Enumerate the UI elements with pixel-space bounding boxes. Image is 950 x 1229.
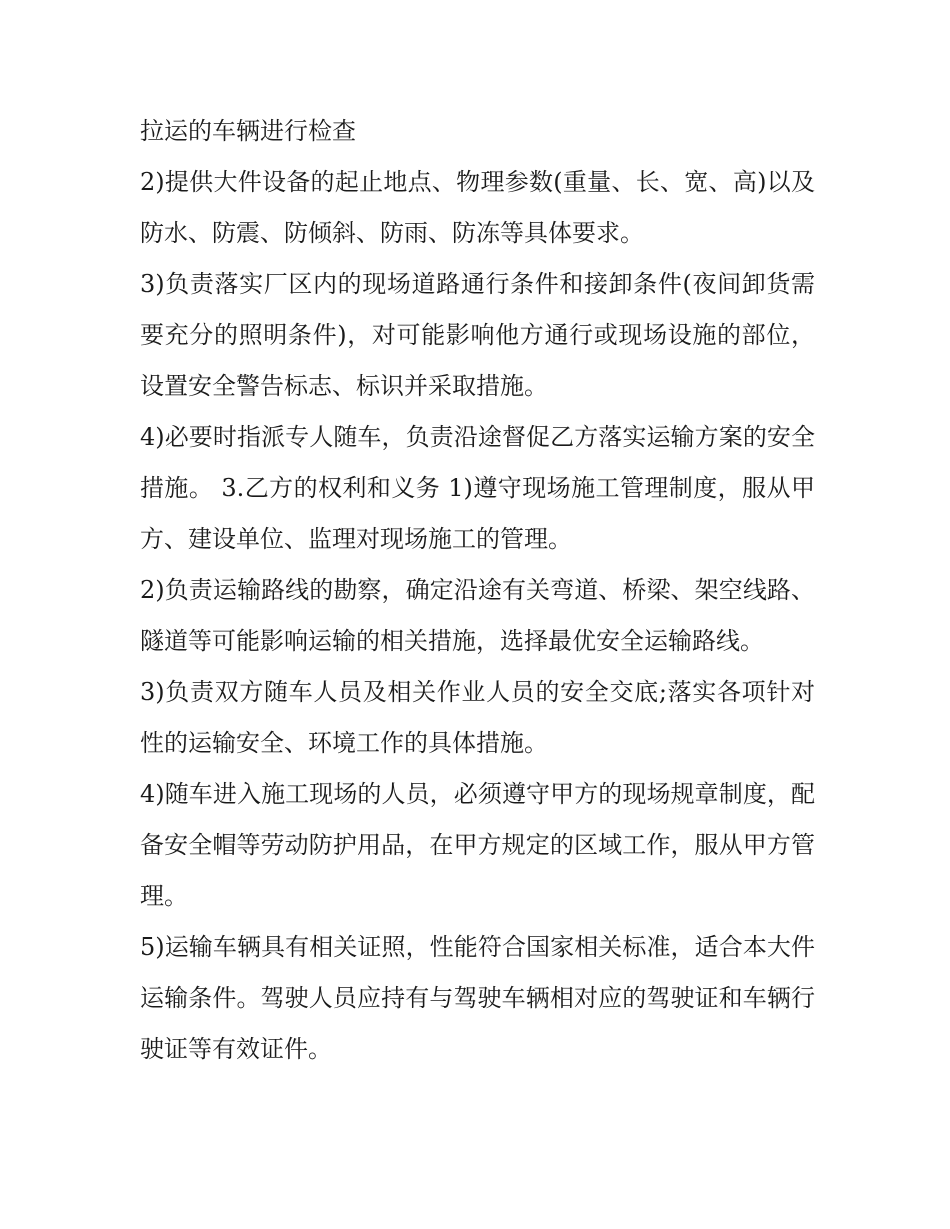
paragraph-vehicle-inspection: 拉运的车辆进行检查	[140, 117, 356, 145]
paragraph-site-personnel: 4)随车进入施工现场的人员，必须遵守甲方的现场规章制度，配备安全帽等劳动防护用品，在甲方规定的区域工作，服从甲方管理。	[140, 780, 815, 910]
paragraph-escort-and-party-b-duties: 4)必要时指派专人随车，负责沿途督促乙方落实运输方案的安全措施。 3.乙方的权利和义务 1)遵守现场施工管理制度，服从甲方、建设单位、监理对现场施工的管理。	[140, 423, 815, 553]
paragraph-route-survey: 2)负责运输路线的勘察，确定沿途有关弯道、桥梁、架空线路、隧道等可能影响运输的相关措施，选择最优安全运输路线。	[140, 576, 815, 655]
paragraph-safety-briefing: 3)负责双方随车人员及相关作业人员的安全交底;落实各项针对性的运输安全、环境工作的具体措施。	[140, 678, 815, 757]
paragraph-site-road-conditions: 3)负责落实厂区内的现场道路通行条件和接卸条件(夜间卸货需要充分的照明条件)，对可能影响他方通行或现场设施的部位，设置安全警告标志、标识并采取措施。	[140, 270, 815, 400]
document-body	[140, 106, 815, 1075]
paragraph-vehicle-licenses: 5)运输车辆具有相关证照，性能符合国家相关标准，适合本大件运输条件。驾驶人员应持有与驾驶车辆相对应的驾驶证和车辆行驶证等有效证件。	[140, 933, 815, 1063]
paragraph-equipment-parameters: 2)提供大件设备的起止地点、物理参数(重量、长、宽、高)以及防水、防震、防倾斜、防雨、防冻等具体要求。	[140, 168, 815, 247]
